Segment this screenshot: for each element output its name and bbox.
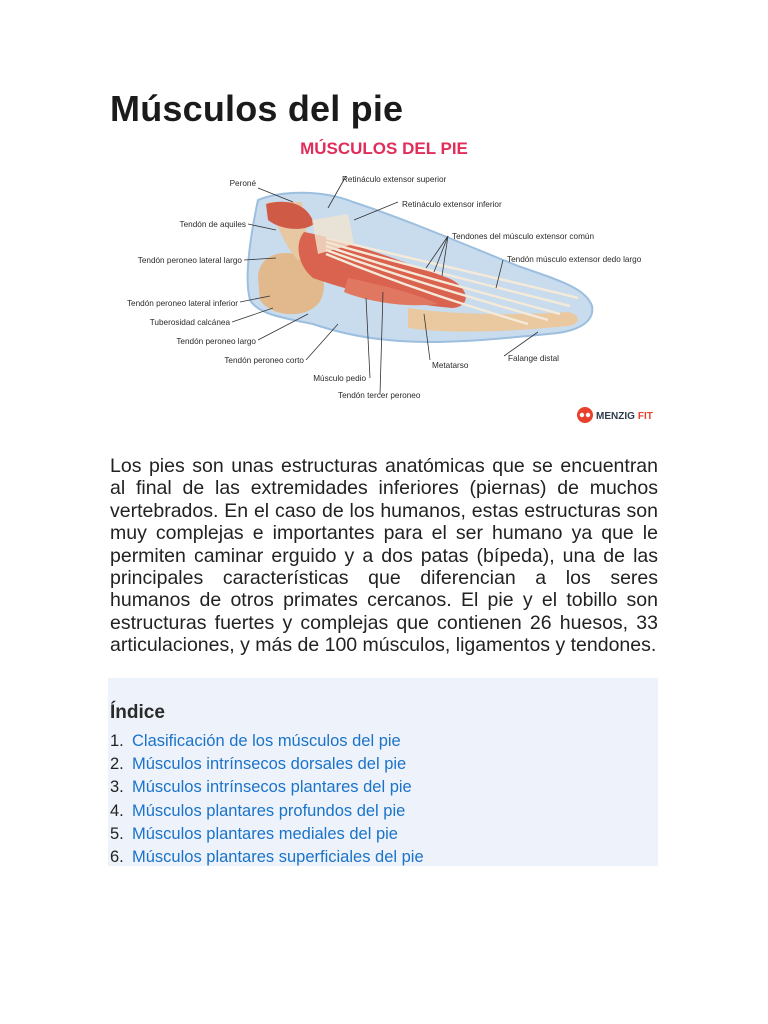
- label-tendon-tercer-peroneo: Tendón tercer peroneo: [338, 391, 421, 400]
- svg-text:MENZIGFIT: MENZIG FIT: [596, 411, 653, 422]
- menzig-fit-logo: [577, 407, 653, 423]
- toc-title: Índice: [110, 702, 165, 723]
- toc-item-number: 1.: [110, 732, 124, 750]
- toc-item-number: 5.: [110, 824, 124, 843]
- label-perone: Peroné: [229, 179, 256, 188]
- toc-item-number: 2.: [110, 755, 124, 774]
- toc-link-plantares-superficiales[interactable]: Músculos plantares superficiales del pie: [132, 848, 424, 867]
- toc-item: [110, 800, 658, 823]
- toc-item: [110, 730, 658, 753]
- toc-item-number: 6.: [110, 848, 124, 867]
- toc-item: [110, 776, 658, 799]
- page-title: Músculos del pie: [110, 88, 404, 129]
- toc-link-intrinsecos-plantares[interactable]: Músculos intrínsecos plantares del pie: [132, 778, 412, 797]
- toc-item: [110, 823, 658, 846]
- toc-link-clasificacion[interactable]: Clasificación de los músculos del pie: [132, 732, 401, 750]
- table-of-contents: [108, 678, 658, 866]
- label-falange-distal: Falange distal: [508, 354, 559, 363]
- label-musculo-pedio: Músculo pedio: [313, 374, 366, 383]
- foot-muscles-figure: [108, 128, 660, 434]
- label-tendones-extensor-comun: Tendones del músculo extensor común: [452, 232, 594, 241]
- toc-item: [110, 846, 658, 869]
- label-tendon-aquiles: Tendón de aquiles: [179, 220, 246, 229]
- toc-item-number: 3.: [110, 778, 124, 797]
- label-tendon-peroneo-corto: Tendón peroneo corto: [224, 356, 304, 365]
- label-tendon-extensor-dedo-largo: Tendón músculo extensor dedo largo: [507, 255, 642, 264]
- label-tendon-peroneo-largo: Tendón peroneo largo: [176, 337, 256, 346]
- label-retinaculo-superior: Retináculo extensor superior: [342, 175, 447, 184]
- toc-item-number: 4.: [110, 801, 124, 820]
- label-metatarso: Metatarso: [432, 361, 469, 370]
- label-tendon-peroneo-lateral-inferior: Tendón peroneo lateral inferior: [126, 299, 238, 308]
- toc-link-intrinsecos-dorsales[interactable]: Músculos intrínsecos dorsales del pie: [132, 755, 407, 774]
- toc-item: [110, 753, 658, 776]
- label-tendon-peroneo-lateral-largo: Tendón peroneo lateral largo: [137, 256, 242, 265]
- figure-title: MÚSCULOS DEL PIE: [300, 139, 468, 158]
- toc-link-plantares-profundos[interactable]: Músculos plantares profundos del pie: [132, 801, 406, 820]
- toc-link-plantares-mediales[interactable]: Músculos plantares mediales del pie: [132, 824, 398, 843]
- label-tuberosidad-calcanea: Tuberosidad calcánea: [149, 318, 230, 327]
- intro-paragraph: Los pies son unas estructuras anatómicas que se encuentran al final de las extremidades inferiores (piernas) de muchos vertebrados. En el caso de los humanos, estas estructuras son muy complejas e importantes para el ser humano ya que le permiten caminar erguido y a dos patas (bípeda), una de las principales características que diferencian a los seres humanos de otros primates cercanos. El pie y el tobillo son estructuras fuertes y complejas que contienen 26 huesos, 33 articulaciones, y más de 100 músculos, ligamentos y tendones.: [110, 455, 658, 657]
- toc-list: [110, 730, 658, 869]
- label-retinaculo-inferior: Retináculo extensor inferior: [402, 200, 502, 209]
